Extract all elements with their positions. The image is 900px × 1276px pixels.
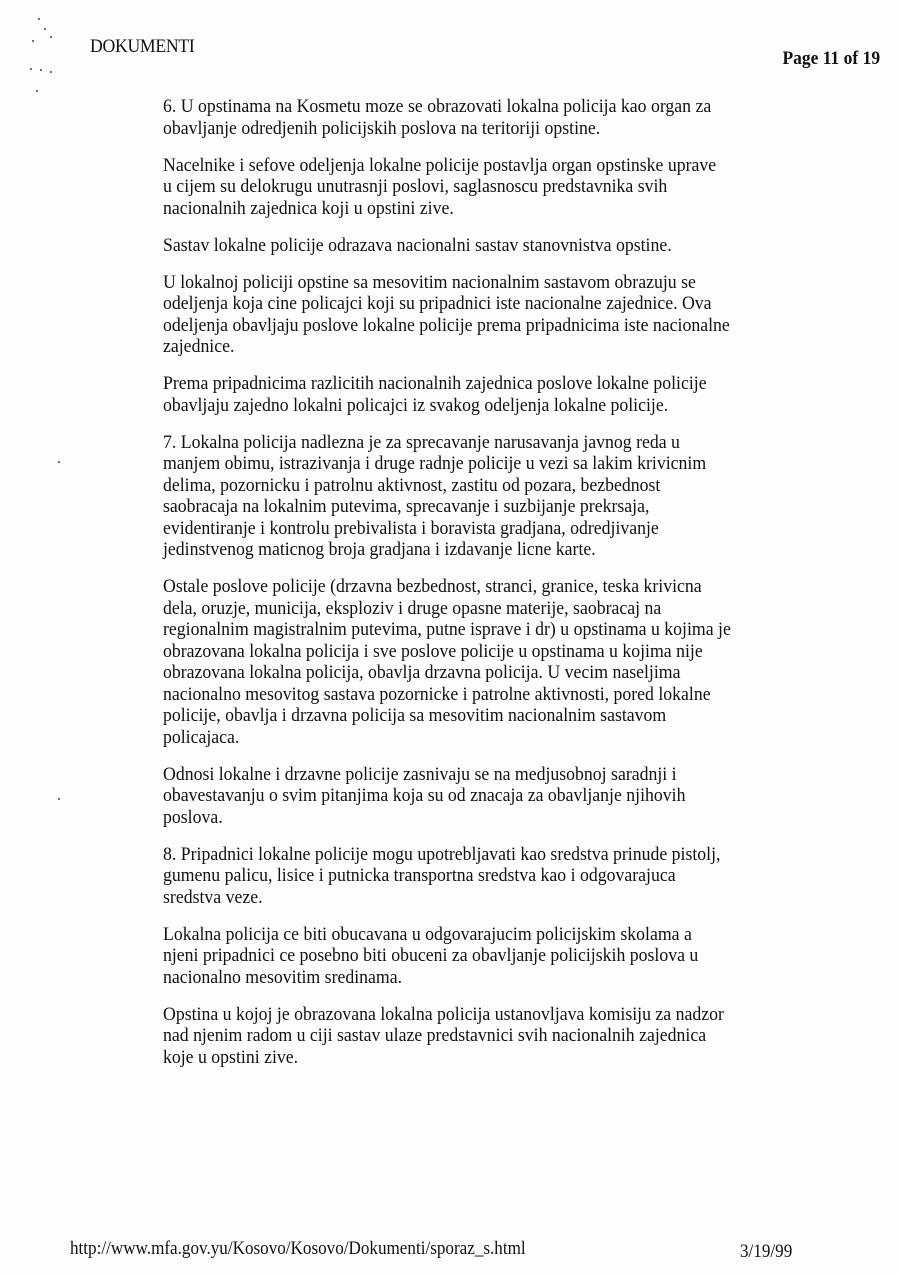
text-line: 7. Lokalna policija nadlezna je za sprecavanje narusavanja javnog reda u bbox=[163, 431, 680, 453]
paragraph-gap bbox=[163, 219, 863, 235]
text-line: policajaca. bbox=[163, 726, 240, 748]
header-title: DOKUMENTI bbox=[90, 36, 195, 57]
text-line: nacionalnih zajednica koji u opstini zive. bbox=[163, 197, 454, 219]
text-line: nacionalno mesovitog sastava pozornicke i patrolne aktivnosti, pored lokalne bbox=[163, 683, 711, 705]
text-line: dela, oruzje, municija, eksploziv i druge opasne materije, saobracaj na bbox=[163, 597, 662, 619]
text-line: gumenu palicu, lisice i putnicka transportna sredstva kao i odgovarajuca bbox=[163, 865, 676, 886]
paragraph bbox=[163, 272, 862, 358]
scan-speck bbox=[40, 69, 42, 71]
text-line: saobracaja na lokalnim putevima, sprecavanje i suzbijanje prekrsaja, bbox=[163, 496, 650, 517]
paragraph-gap bbox=[163, 748, 863, 764]
scan-speck bbox=[58, 798, 60, 800]
text-line: evidentiranje i kontrolu prebivalista i boravista gradjana, odredjivanje bbox=[163, 517, 659, 539]
scan-speck bbox=[36, 90, 38, 92]
scan-speck bbox=[44, 28, 46, 30]
paragraph-gap bbox=[163, 561, 863, 577]
paragraph bbox=[163, 1004, 862, 1069]
text-line: Ostale poslove policije (drzavna bezbednost, stranci, granice, teska krivicna bbox=[163, 576, 702, 597]
paragraph bbox=[163, 432, 862, 561]
text-line: odeljenja obavljaju poslove lokalne policije prema pripadnicima iste nacionalne bbox=[163, 314, 730, 336]
paragraph bbox=[163, 924, 862, 989]
scan-speck bbox=[58, 461, 60, 463]
footer-url: http://www.mfa.gov.yu/Kosovo/Kosovo/Dokumenti/sporaz_s.html bbox=[70, 1238, 526, 1259]
paragraph bbox=[163, 96, 862, 139]
text-line: jedinstvenog maticnog broja gradjana i izdavanje licne karte. bbox=[163, 539, 596, 560]
text-line: manjem obimu, istrazivanja i druge radnje policije u vezi sa lakim krivicnim bbox=[163, 453, 707, 474]
footer-date: 3/19/99 bbox=[740, 1241, 793, 1262]
scan-speck bbox=[32, 40, 34, 42]
text-line: regionalnim magistralnim putevima, putne isprave i dr) u opstinama u kojima je bbox=[163, 619, 731, 640]
text-line: nacionalno mesovitim sredinama. bbox=[163, 966, 403, 988]
paragraph-gap bbox=[163, 139, 863, 155]
text-line: u cijem su delokrugu unutrasnji poslovi, saglasnoscu predstavnika svih bbox=[163, 176, 668, 197]
text-line: obavestavanju o svim pitanjima koja su od znacaja za obavljanje njihovih bbox=[163, 785, 686, 806]
paragraph bbox=[163, 235, 862, 257]
scan-speck bbox=[50, 71, 52, 73]
text-line: Opstina u kojoj je obrazovana lokalna policija ustanovljava komisiju za nadzor bbox=[163, 1003, 724, 1025]
text-line: zajednice. bbox=[163, 336, 235, 357]
text-line: policije, obavlja i drzavna policija sa mesovitim nacionalnim sastavom bbox=[163, 705, 667, 726]
document-body bbox=[163, 96, 863, 1068]
paragraph-gap bbox=[163, 416, 863, 432]
text-line: njeni pripadnici ce posebno biti obuceni za obavljanje policijskih poslova u bbox=[163, 945, 699, 966]
text-line: Odnosi lokalne i drzavne policije zasnivaju se na medjusobnoj saradnji i bbox=[163, 763, 677, 785]
page-indicator: Page 11 of 19 bbox=[782, 48, 880, 69]
paragraph bbox=[163, 764, 862, 829]
text-line: obrazovana lokalna policija, obavlja drzavna policija. U vecim naseljima bbox=[163, 662, 681, 683]
paragraph-gap bbox=[163, 828, 863, 844]
paragraph-gap bbox=[163, 908, 863, 924]
text-line: Nacelnike i sefove odeljenja lokalne policije postavlja organ opstinske uprave bbox=[163, 154, 717, 176]
scan-speck bbox=[30, 68, 32, 70]
paragraph-gap bbox=[163, 256, 863, 272]
scan-speck bbox=[38, 18, 40, 20]
scan-speck bbox=[50, 36, 52, 38]
text-line: Lokalna policija ce biti obucavana u odgovarajucim policijskim skolama a bbox=[163, 923, 692, 945]
paragraph bbox=[163, 576, 862, 748]
text-line: obavljanje odredjenih policijskih poslova na teritoriji opstine. bbox=[163, 117, 601, 139]
text-line: obavljaju zajedno lokalni policajci iz svakog odeljenja lokalne policije. bbox=[163, 394, 669, 416]
text-line: poslova. bbox=[163, 806, 223, 828]
text-line: koje u opstini zive. bbox=[163, 1046, 299, 1068]
text-line: obrazovana lokalna policija i sve poslove policije u opstinama u kojima nije bbox=[163, 640, 703, 662]
text-line: Prema pripadnicima razlicitih nacionalnih zajednica poslove lokalne policije bbox=[163, 373, 707, 394]
paragraph-gap bbox=[163, 988, 863, 1004]
text-line: U lokalnoj policiji opstine sa mesovitim nacionalnim sastavom obrazuju se bbox=[163, 271, 696, 293]
text-line: Sastav lokalne policije odrazava nacionalni sastav stanovnistva opstine. bbox=[163, 234, 672, 256]
paragraph-gap bbox=[163, 358, 863, 374]
text-line: nad njenim radom u ciji sastav ulaze predstavnici svih nacionalnih zajednica bbox=[163, 1025, 707, 1046]
text-line: 6. U opstinama na Kosmetu moze se obrazovati lokalna policija kao organ za bbox=[163, 96, 712, 117]
text-line: odeljenja koja cine policajci koji su pripadnici iste nacionalne zajednice. Ova bbox=[163, 293, 712, 314]
paragraph bbox=[163, 844, 862, 909]
paragraph bbox=[163, 373, 862, 416]
paragraph bbox=[163, 155, 862, 220]
text-line: 8. Pripadnici lokalne policije mogu upotrebljavati kao sredstva prinude pistolj, bbox=[163, 843, 721, 865]
text-line: sredstva veze. bbox=[163, 886, 263, 908]
text-line: delima, pozornicku i patrolnu aktivnost, zastitu od pozara, bezbednost bbox=[163, 474, 661, 496]
